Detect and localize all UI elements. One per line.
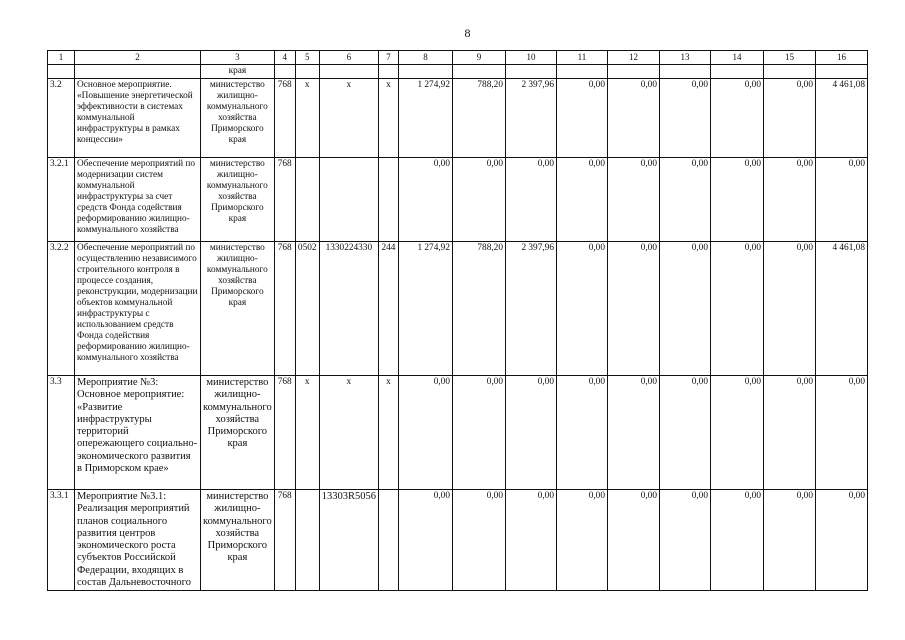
cell-value: 4 461,08	[815, 241, 867, 375]
cell-value: 0,00	[763, 489, 815, 590]
cell-target-article	[319, 157, 378, 241]
cell-value: 0,00	[710, 375, 763, 489]
page-number: 8	[464, 26, 471, 40]
carry-over-row	[48, 65, 868, 79]
column-header: 16	[815, 51, 867, 65]
cell-value: 1 274,92	[398, 241, 452, 375]
cell-value: 0,00	[452, 375, 505, 489]
cell-value: 0,00	[659, 375, 710, 489]
column-header: 14	[710, 51, 763, 65]
executor: министерство жилищно-коммунального хозяйства Приморского края	[201, 241, 275, 375]
column-header: 13	[659, 51, 710, 65]
cell-value: 0,00	[659, 241, 710, 375]
event-name: Основное мероприятие. «Повышение энергетической эффективности в системах коммунальной инфраструктуры в рамках концессии»	[75, 78, 201, 157]
cell-value: 0,00	[607, 157, 659, 241]
cell-value: 0,00	[815, 489, 867, 590]
cell-section: х	[295, 375, 319, 489]
budget-table	[47, 50, 868, 591]
column-header: 12	[607, 51, 659, 65]
column-header: 5	[295, 51, 319, 65]
row-number: 3.3	[48, 375, 75, 489]
cell-target-article: х	[319, 375, 378, 489]
cell-value: 788,20	[452, 241, 505, 375]
cell-expense-type	[378, 157, 398, 241]
cell-value: 0,00	[763, 375, 815, 489]
cell-value: 4 461,08	[815, 78, 867, 157]
column-header: 15	[763, 51, 815, 65]
cell-value: 0,00	[452, 157, 505, 241]
cell-value: 0,00	[505, 157, 556, 241]
cell-value: 2 397,96	[505, 78, 556, 157]
column-header: 1	[48, 51, 75, 65]
cell-section	[295, 489, 319, 590]
column-header: 11	[556, 51, 607, 65]
cell-value: 0,00	[710, 489, 763, 590]
cell-value: 0,00	[607, 78, 659, 157]
cell-value: 0,00	[659, 157, 710, 241]
cell-value: 0,00	[556, 241, 607, 375]
cell-expense-type: 244	[378, 241, 398, 375]
event-name: Обеспечение мероприятий по осуществлению независимого строительного контроля в процессе создания, реконструкции, модернизации объектов коммунальной инфраструктуры с использованием средств Фонда содействия реформированию жилищно-коммунального хозяйства	[75, 241, 201, 375]
column-header: 2	[75, 51, 201, 65]
table-row	[48, 78, 868, 157]
cell-value: 0,00	[505, 489, 556, 590]
cell-value: 0,00	[556, 375, 607, 489]
cell-expense-type: х	[378, 78, 398, 157]
executor: министерство жилищно-коммунального хозяйства Приморского края	[201, 375, 275, 489]
cell-value: 788,20	[452, 78, 505, 157]
cell-value: 0,00	[398, 489, 452, 590]
cell-value: 0,00	[556, 489, 607, 590]
column-header: 8	[398, 51, 452, 65]
column-header: 6	[319, 51, 378, 65]
cell-value: 0,00	[710, 241, 763, 375]
cell-value: 0,00	[452, 489, 505, 590]
column-header: 3	[201, 51, 275, 65]
cell-value: 0,00	[398, 157, 452, 241]
cell-value: 2 397,96	[505, 241, 556, 375]
column-header: 4	[274, 51, 295, 65]
cell-expense-type	[378, 489, 398, 590]
cell-value: 0,00	[763, 241, 815, 375]
cell-value: 0,00	[607, 241, 659, 375]
cell-value: 1 274,92	[398, 78, 452, 157]
cell-value: 0,00	[659, 489, 710, 590]
cell-grbs: 768	[274, 78, 295, 157]
executor: министерство жилищно-коммунального хозяйства Приморского края	[201, 157, 275, 241]
cell-expense-type: х	[378, 375, 398, 489]
cell-section	[295, 157, 319, 241]
row-number: 3.2.2	[48, 241, 75, 375]
event-name: Мероприятие №3: Основное мероприятие: «Развитие инфраструктуры территорий опережающего социально-экономического развития в Приморском крае»	[75, 375, 201, 489]
cell-value: 0,00	[659, 78, 710, 157]
event-name: Обеспечение мероприятий по модернизации систем коммунальной инфраструктуры за счет средств Фонда содействия реформированию жилищно-коммунального хозяйства	[75, 157, 201, 241]
row-number: 3.3.1	[48, 489, 75, 590]
cell-grbs: 768	[274, 157, 295, 241]
cell-value: 0,00	[763, 78, 815, 157]
cell-target-article: х	[319, 78, 378, 157]
cell-value: 0,00	[763, 157, 815, 241]
cell-grbs: 768	[274, 241, 295, 375]
cell-value: 0,00	[556, 78, 607, 157]
table-row	[48, 489, 868, 590]
executor: министерство жилищно-коммунального хозяйства Приморского края	[201, 78, 275, 157]
column-header: 10	[505, 51, 556, 65]
cell-value: 0,00	[556, 157, 607, 241]
cell-section: 0502	[295, 241, 319, 375]
cell-grbs: 768	[274, 489, 295, 590]
column-header: 9	[452, 51, 505, 65]
cell-value: 0,00	[505, 375, 556, 489]
table-row	[48, 157, 868, 241]
cell-target-article: 13303R5056	[319, 489, 378, 590]
column-header: 7	[378, 51, 398, 65]
table-row	[48, 375, 868, 489]
cell-value: 0,00	[607, 375, 659, 489]
carry-over-text: края	[201, 65, 275, 79]
cell-value: 0,00	[710, 78, 763, 157]
table-row	[48, 241, 868, 375]
cell-value: 0,00	[607, 489, 659, 590]
cell-value: 0,00	[815, 157, 867, 241]
row-number: 3.2.1	[48, 157, 75, 241]
cell-value: 0,00	[398, 375, 452, 489]
cell-value: 0,00	[815, 375, 867, 489]
row-number: 3.2	[48, 78, 75, 157]
column-number-row	[48, 51, 868, 65]
cell-grbs: 768	[274, 375, 295, 489]
event-name: Мероприятие №3.1: Реализация мероприятий планов социального развития центров экономического роста субъектов Российской Федерации, входящих в состав Дальневосточного	[75, 489, 201, 590]
cell-section: х	[295, 78, 319, 157]
executor: министерство жилищно-коммунального хозяйства Приморского края	[201, 489, 275, 590]
cell-value: 0,00	[710, 157, 763, 241]
cell-target-article: 1330224330	[319, 241, 378, 375]
